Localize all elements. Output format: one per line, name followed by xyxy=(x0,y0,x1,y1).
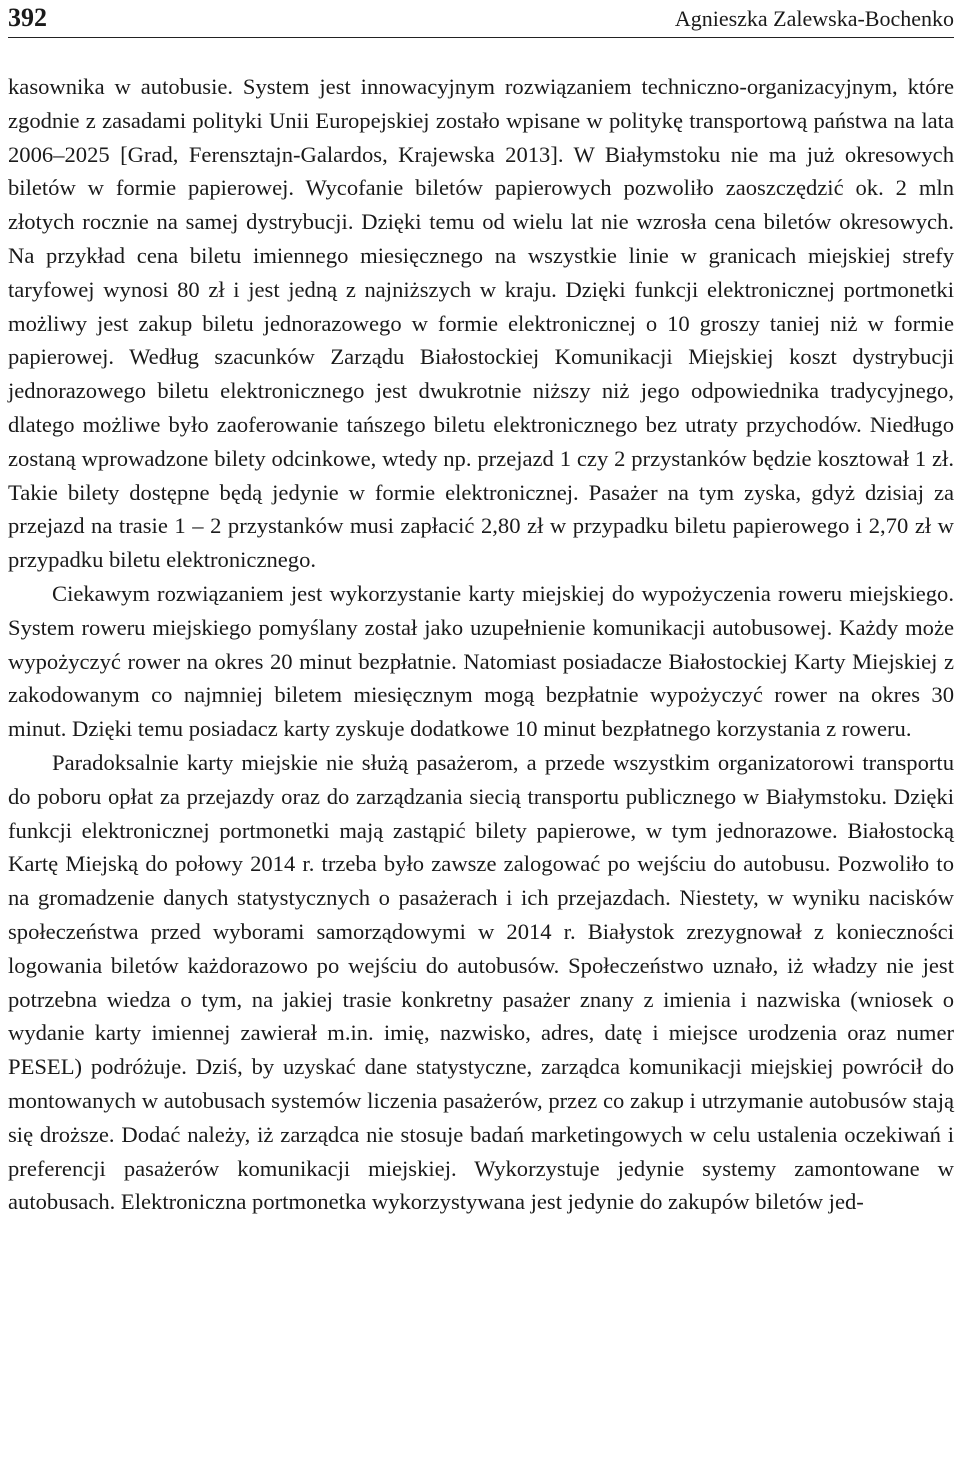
paragraph-3: Paradoksalnie karty miejskie nie służą pasażerom, a przede wszystkim organizatorowi transportu do poboru opłat za przejazdy oraz do zarządzania siecią transportu publicznego w Białymstoku. Dzięki funkcji elektronicznej portmonetki mają zastąpić bilety papierowe, w tym jednorazowe. Białostocką Kartę Miejską do połowy 2014 r. trzeba było zawsze zalogować po wejściu do autobusu. Pozwoliło to na gromadzenie danych statystycznych o pasażerach i ich przejazdach. Niestety, w wyniku nacisków społeczeństwa przed wyborami samorządowymi w 2014 r. Białystok zrezygnował z konieczności logowania biletów każdorazowo po wejściu do autobusów. Społeczeństwo uznało, iż władzy nie jest potrzebna wiedza o tym, na jakiej trasie konkretny pasażer znany z imienia i nazwiska (wniosek o wydanie karty imiennej zawierał m.in. imię, nazwisko, adres, datę i miejsce urodzenia oraz numer PESEL) podróżuje. Dziś, by uzyskać dane statystyczne, zarządca komunikacji miejskiej powrócił do montowanych w autobusach systemów liczenia pasażerów, przez co zakup i utrzymanie autobusów stają się droższe. Dodać należy, iż zarządca nie stosuje badań marketingowych w celu ustalenia oczekiwań i preferencji pasażerów komunikacji miejskiej. Wykorzystuje jedynie systemy zamontowane w autobusach. Elektroniczna portmonetka wykorzystywana jest jedynie do zakupów biletów jed- xyxy=(8,749,954,1215)
body-text xyxy=(8,70,954,1219)
running-head-author: Agnieszka Zalewska-Bochenko xyxy=(674,6,954,31)
document-page xyxy=(8,0,954,1480)
header-rule xyxy=(8,37,954,38)
page-number: 392 xyxy=(8,3,47,32)
paragraph-1: kasownika w autobusie. System jest innowacyjnym rozwiązaniem techniczno-organizacyjnym, które zgodnie z zasadami polityki Unii Europejskiej zostało wpisane w politykę transportową państwa na lata 2006–2025 [Grad, Ferensztajn-Galardos, Krajewska 2013]. W Białymstoku nie ma już okresowych biletów w formie papierowej. Wycofanie biletów papierowych pozwoliło zaoszczędzić ok. 2 mln złotych rocznie na samej dystrybucji. Dzięki temu od wielu lat nie wzrosła cena biletów okresowych. Na przykład cena biletu imiennego miesięcznego na wszystkie linie w granicach miejskiej strefy taryfowej wynosi 80 zł i jest jedną z najniższych w kraju. Dzięki funkcji elektronicznej portmonetki możliwy jest zakup biletu jednorazowego w formie elektronicznej o 10 groszy taniej niż w formie papierowej. Według szacunków Zarządu Białostockiej Komunikacji Miejskiej koszt dystrybucji jednorazowego biletu elektronicznego jest dwukrotnie niższy niż jego odpowiednika tradycyjnego, dlatego możliwe było zaoferowanie tańszego biletu elektronicznego bez utraty przychodów. Niedługo zostaną wprowadzone bilety odcinkowe, wtedy np. przejazd 1 czy 2 przystanków będzie kosztował 1 zł. Takie bilety dostępne będą jedynie w formie elektronicznej. Pasażer na tym zyska, gdyż dzisiaj za przejazd na trasie 1 – 2 przystanków musi zapłacić 2,80 zł w przypadku biletu papierowego i 2,70 zł w przypadku biletu elektronicznego. xyxy=(8,74,954,573)
paragraph-2: Ciekawym rozwiązaniem jest wykorzystanie karty miejskiej do wypożyczenia roweru miejskiego. System roweru miejskiego pomyślany został jako uzupełnienie komunikacji autobusowej. Każdy może wypożyczyć rower na okres 20 minut bezpłatnie. Natomiast posiadacze Białostockiej Karty Miejskiej z zakodowanym co najmniej biletem miesięcznym mogą bezpłatnie wypożyczyć rower na okres 30 minut. Dzięki temu posiadacz karty zyskuje dodatkowe 10 minut bezpłatnego korzystania z roweru. xyxy=(8,580,954,742)
page-header xyxy=(8,2,954,36)
